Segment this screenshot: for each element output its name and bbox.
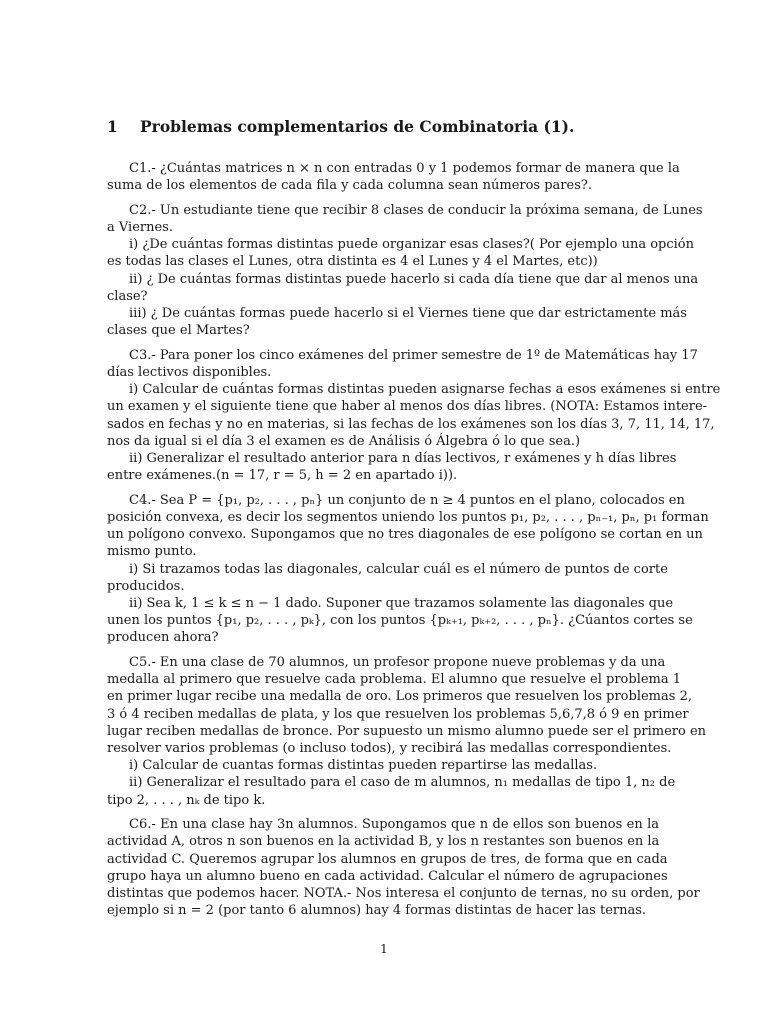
problem-c1 bbox=[107, 160, 680, 194]
text-line: C6.- En una clase hay 3n alumnos. Supongamos que n de ellos son buenos en la bbox=[129, 817, 659, 833]
text-line: ejemplo si n = 2 (por tanto 6 alumnos) hay 4 formas distintas de hacer las ternas. bbox=[107, 903, 647, 919]
text-line: C4.- Sea P = {p₁, p₂, . . . , pₙ} un conjunto de n ≥ 4 puntos en el plano, colocados en bbox=[129, 492, 685, 508]
section-title: Problemas complementarios de Combinatoria (1). bbox=[140, 117, 575, 136]
text-line: C3.- Para poner los cinco exámenes del primer semestre de 1º de Matemáticas hay 17 bbox=[129, 347, 698, 363]
text-line: es todas las clases el Lunes, otra distinta es 4 el Lunes y 4 el Martes, etc)) bbox=[107, 254, 598, 270]
text-line: producen ahora? bbox=[107, 630, 219, 646]
section-heading bbox=[107, 117, 574, 136]
text-line: un polígono convexo. Supongamos que no tres diagonales de ese polígono se cortan en un bbox=[107, 527, 703, 543]
text-line: ii) Generalizar el resultado anterior para n días lectivos, r exámenes y h días libres bbox=[129, 451, 677, 466]
text-line: clases que el Martes? bbox=[107, 323, 250, 339]
text-line: sados en fechas y no en materias, si las fechas de los exámenes son los días 3, 7, 11, 14, 17, bbox=[107, 416, 715, 432]
problem-c2 bbox=[107, 202, 703, 340]
text-line: 3 ó 4 reciben medallas de plata, y los que resuelven los problemas 5,6,7,8 ó 9 en primer bbox=[107, 706, 689, 722]
text-line: iii) ¿ De cuántas formas puede hacerlo si el Viernes tiene que dar estrictamente más bbox=[129, 306, 687, 321]
text-line: días lectivos disponibles. bbox=[107, 365, 272, 381]
text-line: distintas que podemos hacer. NOTA.- Nos interesa el conjunto de ternas, no su orden, por bbox=[107, 886, 700, 901]
text-line: i) Calcular de cuantas formas distintas pueden repartirse las medallas. bbox=[129, 758, 598, 774]
text-line: tipo 2, . . . , nₖ de tipo k. bbox=[107, 792, 266, 808]
problem-list bbox=[107, 160, 721, 919]
text-line: ii) Sea k, 1 ≤ k ≤ n − 1 dado. Suponer que trazamos solamente las diagonales que bbox=[129, 596, 674, 611]
section-number: 1 bbox=[107, 117, 118, 136]
text-line: C1.- ¿Cuántas matrices n × n con entradas 0 y 1 podemos formar de manera que la bbox=[129, 161, 680, 176]
problem-c5 bbox=[107, 654, 707, 809]
text-line: posición convexa, es decir los segmentos uniendo los puntos p₁, p₂, . . . , pₙ₋₁, pₙ, p₁ forman bbox=[107, 510, 709, 526]
text-line: i) Si trazamos todas las diagonales, calcular cuál es el número de puntos de corte bbox=[129, 561, 668, 577]
text-line: un examen y el siguiente tiene que haber al menos dos días libres. (NOTA: Estamos intere- bbox=[107, 399, 708, 415]
text-line: ii) ¿ De cuántas formas distintas puede hacerlo si cada día tiene que dar al menos una bbox=[129, 271, 699, 287]
problem-c6 bbox=[107, 816, 700, 919]
text-line: nos da igual si el día 3 el examen es de Análisis ó Álgebra ó lo que sea.) bbox=[107, 433, 581, 449]
text-line: clase? bbox=[107, 288, 148, 304]
problem-c4 bbox=[107, 492, 709, 647]
text-line: medalla al primero que resuelve cada problema. El alumno que resuelve el problema 1 bbox=[107, 672, 682, 688]
text-line: mismo punto. bbox=[107, 544, 197, 560]
text-line: resolver varios problemas (o incluso todos), y recibirá las medallas correspondientes. bbox=[107, 741, 672, 756]
text-line: entre exámenes.(n = 17, r = 5, h = 2 en apartado i)). bbox=[107, 468, 458, 484]
text-line: actividad A, otros n son buenos en la actividad B, y los n restantes son buenos en la bbox=[107, 834, 660, 850]
text-line: grupo haya un alumno bueno en cada actividad. Calcular el número de agrupaciones bbox=[107, 868, 668, 884]
text-line: actividad C. Queremos agrupar los alumnos en grupos de tres, de forma que en cada bbox=[107, 851, 668, 867]
text-line: C5.- En una clase de 70 alumnos, un profesor propone nueve problemas y da una bbox=[129, 655, 666, 671]
text-line: lugar reciben medallas de bronce. Por supuesto un mismo alumno puede ser el primero en bbox=[107, 723, 707, 739]
text-line: producidos. bbox=[107, 578, 185, 594]
text-line: unen los puntos {p₁, p₂, . . . , pₖ}, con los puntos {pₖ₊₁, pₖ₊₂, . . . , pₙ}. ¿Cúantos cortes se bbox=[107, 613, 693, 629]
text-line: suma de los elementos de cada fila y cada columna sean números pares?. bbox=[107, 178, 592, 194]
text-line: en primer lugar recibe una medalla de oro. Los primeros que resuelven los problemas 2, bbox=[107, 689, 692, 705]
text-line: a Viernes. bbox=[107, 220, 173, 236]
text-line: C2.- Un estudiante tiene que recibir 8 clases de conducir la próxima semana, de Lunes bbox=[129, 202, 703, 218]
page-number: 1 bbox=[380, 942, 388, 956]
problem-c3 bbox=[107, 347, 721, 485]
text-line: i) Calcular de cuántas formas distintas pueden asignarse fechas a esos exámenes si entre bbox=[129, 382, 721, 398]
text-line: i) ¿De cuántas formas distintas puede organizar esas clases?( Por ejemplo una opción bbox=[129, 237, 694, 253]
text-line: ii) Generalizar el resultado para el caso de m alumnos, n₁ medallas de tipo 1, n₂ de bbox=[129, 775, 676, 791]
